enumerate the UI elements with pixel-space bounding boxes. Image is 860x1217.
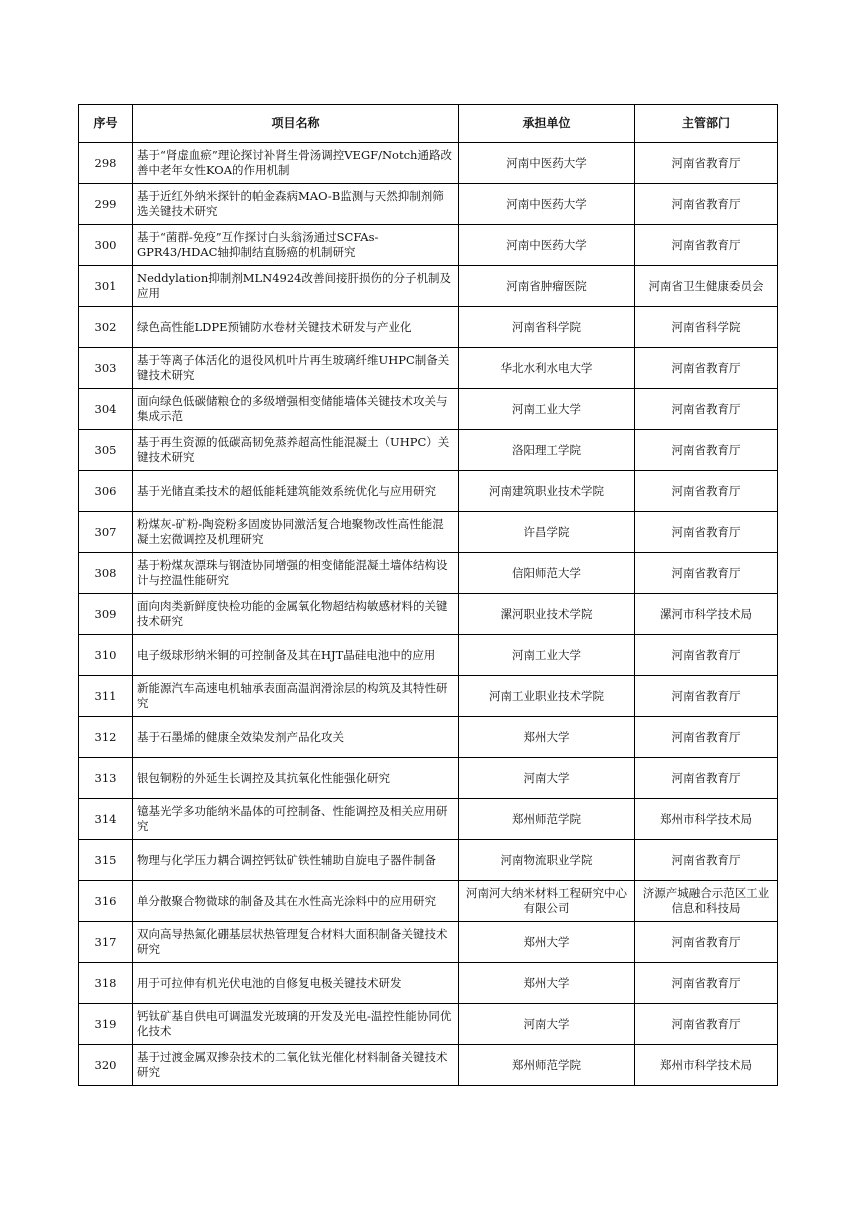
project-name-cell: 银包铜粉的外延生长调控及其抗氧化性能强化研究 (133, 758, 459, 799)
unit-cell: 河南物流职业学院 (459, 840, 635, 881)
dept-cell: 郑州市科学技术局 (635, 799, 778, 840)
unit-cell: 河南工业大学 (459, 635, 635, 676)
header-name: 项目名称 (133, 105, 459, 143)
project-name-cell: Neddylation抑制剂MLN4924改善间接肝损伤的分子机制及应用 (133, 266, 459, 307)
table-row (79, 1045, 778, 1086)
seq-cell: 302 (79, 307, 133, 348)
seq-cell: 320 (79, 1045, 133, 1086)
unit-cell: 河南工业职业技术学院 (459, 676, 635, 717)
seq-cell: 305 (79, 430, 133, 471)
dept-cell: 河南省教育厅 (635, 676, 778, 717)
project-name-cell: 基于再生资源的低碳高韧免蒸养超高性能混凝土（UHPC）关键技术研究 (133, 430, 459, 471)
seq-cell: 298 (79, 143, 133, 184)
project-name-cell: 绿色高性能LDPE预铺防水卷材关键技术研发与产业化 (133, 307, 459, 348)
table-row (79, 963, 778, 1004)
table-row (79, 184, 778, 225)
seq-cell: 299 (79, 184, 133, 225)
dept-cell: 河南省教育厅 (635, 758, 778, 799)
unit-cell: 郑州师范学院 (459, 1045, 635, 1086)
dept-cell: 河南省教育厅 (635, 389, 778, 430)
unit-cell: 河南中医药大学 (459, 143, 635, 184)
table-row (79, 471, 778, 512)
project-name-cell: 粉煤灰-矿粉-陶瓷粉多固废协同激活复合地聚物改性高性能混凝土宏微调控及机理研究 (133, 512, 459, 553)
seq-cell: 309 (79, 594, 133, 635)
dept-cell: 河南省教育厅 (635, 922, 778, 963)
seq-cell: 307 (79, 512, 133, 553)
table-row (79, 922, 778, 963)
project-name-cell: 镱基光学多功能纳米晶体的可控制备、性能调控及相关应用研究 (133, 799, 459, 840)
seq-cell: 314 (79, 799, 133, 840)
table-row (79, 881, 778, 922)
project-name-cell: 基于光储直柔技术的超低能耗建筑能效系统优化与应用研究 (133, 471, 459, 512)
dept-cell: 河南省科学院 (635, 307, 778, 348)
dept-cell: 河南省教育厅 (635, 143, 778, 184)
project-name-cell: 基于近红外纳米探针的帕金森病MAO-B监测与天然抑制剂筛选关键技术研究 (133, 184, 459, 225)
unit-cell: 华北水利水电大学 (459, 348, 635, 389)
dept-cell: 济源产城融合示范区工业信息和科技局 (635, 881, 778, 922)
seq-cell: 308 (79, 553, 133, 594)
seq-cell: 316 (79, 881, 133, 922)
table-row (79, 840, 778, 881)
table-row (79, 266, 778, 307)
project-name-cell: 单分散聚合物微球的制备及其在水性高光涂料中的应用研究 (133, 881, 459, 922)
table-row (79, 307, 778, 348)
table-row (79, 553, 778, 594)
unit-cell: 河南大学 (459, 758, 635, 799)
project-name-cell: 面向肉类新鲜度快检功能的金属氧化物超结构敏感材料的关键技术研究 (133, 594, 459, 635)
table-row (79, 348, 778, 389)
unit-cell: 河南河大纳米材料工程研究中心有限公司 (459, 881, 635, 922)
dept-cell: 河南省教育厅 (635, 717, 778, 758)
dept-cell: 河南省教育厅 (635, 553, 778, 594)
project-name-cell: 基于过渡金属双掺杂技术的二氧化钛光催化材料制备关键技术研究 (133, 1045, 459, 1086)
unit-cell: 郑州师范学院 (459, 799, 635, 840)
dept-cell: 河南省教育厅 (635, 512, 778, 553)
dept-cell: 河南省教育厅 (635, 471, 778, 512)
dept-cell: 河南省教育厅 (635, 430, 778, 471)
unit-cell: 郑州大学 (459, 922, 635, 963)
dept-cell: 河南省教育厅 (635, 635, 778, 676)
dept-cell: 河南省教育厅 (635, 840, 778, 881)
table-row (79, 676, 778, 717)
seq-cell: 303 (79, 348, 133, 389)
header-row (79, 105, 778, 143)
projects-table (78, 104, 778, 1086)
seq-cell: 319 (79, 1004, 133, 1045)
unit-cell: 河南大学 (459, 1004, 635, 1045)
project-name-cell: 电子级球形纳米铜的可控制备及其在HJT晶硅电池中的应用 (133, 635, 459, 676)
unit-cell: 信阳师范大学 (459, 553, 635, 594)
header-seq: 序号 (79, 105, 133, 143)
seq-cell: 317 (79, 922, 133, 963)
project-name-cell: 基于“肾虚血瘀”理论探讨补肾生骨汤调控VEGF/Notch通路改善中老年女性KOA的作用机制 (133, 143, 459, 184)
unit-cell: 河南中医药大学 (459, 225, 635, 266)
seq-cell: 312 (79, 717, 133, 758)
dept-cell: 河南省卫生健康委员会 (635, 266, 778, 307)
table-row (79, 143, 778, 184)
table-row (79, 758, 778, 799)
table-row (79, 430, 778, 471)
unit-cell: 河南省科学院 (459, 307, 635, 348)
seq-cell: 311 (79, 676, 133, 717)
seq-cell: 318 (79, 963, 133, 1004)
project-name-cell: 基于等离子体活化的退役风机叶片再生玻璃纤维UHPC制备关键技术研究 (133, 348, 459, 389)
table-row (79, 799, 778, 840)
dept-cell: 河南省教育厅 (635, 1004, 778, 1045)
table-body (79, 143, 778, 1086)
dept-cell: 河南省教育厅 (635, 184, 778, 225)
project-name-cell: 新能源汽车高速电机轴承表面高温润滑涂层的构筑及其特性研究 (133, 676, 459, 717)
table-row (79, 225, 778, 266)
table-row (79, 717, 778, 758)
unit-cell: 郑州大学 (459, 963, 635, 1004)
table-row (79, 635, 778, 676)
seq-cell: 315 (79, 840, 133, 881)
unit-cell: 河南省肿瘤医院 (459, 266, 635, 307)
dept-cell: 河南省教育厅 (635, 225, 778, 266)
unit-cell: 河南工业大学 (459, 389, 635, 430)
project-name-cell: 基于粉煤灰漂珠与钢渣协同增强的相变储能混凝土墙体结构设计与控温性能研究 (133, 553, 459, 594)
unit-cell: 许昌学院 (459, 512, 635, 553)
seq-cell: 304 (79, 389, 133, 430)
project-name-cell: 用于可拉伸有机光伏电池的自修复电极关键技术研发 (133, 963, 459, 1004)
table-header (79, 105, 778, 143)
table-row (79, 512, 778, 553)
table-row (79, 594, 778, 635)
unit-cell: 河南中医药大学 (459, 184, 635, 225)
unit-cell: 河南建筑职业技术学院 (459, 471, 635, 512)
dept-cell: 河南省教育厅 (635, 963, 778, 1004)
table-row (79, 1004, 778, 1045)
dept-cell: 漯河市科学技术局 (635, 594, 778, 635)
seq-cell: 300 (79, 225, 133, 266)
project-name-cell: 双向高导热氮化硼基层状热管理复合材料大面积制备关键技术研究 (133, 922, 459, 963)
header-dept: 主管部门 (635, 105, 778, 143)
unit-cell: 洛阳理工学院 (459, 430, 635, 471)
unit-cell: 漯河职业技术学院 (459, 594, 635, 635)
seq-cell: 313 (79, 758, 133, 799)
project-name-cell: 物理与化学压力耦合调控钙钛矿铁性辅助自旋电子器件制备 (133, 840, 459, 881)
table-row (79, 389, 778, 430)
seq-cell: 310 (79, 635, 133, 676)
dept-cell: 河南省教育厅 (635, 348, 778, 389)
seq-cell: 306 (79, 471, 133, 512)
project-name-cell: 基于石墨烯的健康全效染发剂产品化攻关 (133, 717, 459, 758)
project-name-cell: 钙钛矿基自供电可调温发光玻璃的开发及光电-温控性能协同优化技术 (133, 1004, 459, 1045)
project-name-cell: 面向绿色低碳储粮仓的多级增强相变储能墙体关键技术攻关与集成示范 (133, 389, 459, 430)
seq-cell: 301 (79, 266, 133, 307)
dept-cell: 郑州市科学技术局 (635, 1045, 778, 1086)
project-name-cell: 基于“菌群-免疫”互作探讨白头翁汤通过SCFAs-GPR43/HDAC轴抑制结直肠癌的机制研究 (133, 225, 459, 266)
unit-cell: 郑州大学 (459, 717, 635, 758)
header-unit: 承担单位 (459, 105, 635, 143)
